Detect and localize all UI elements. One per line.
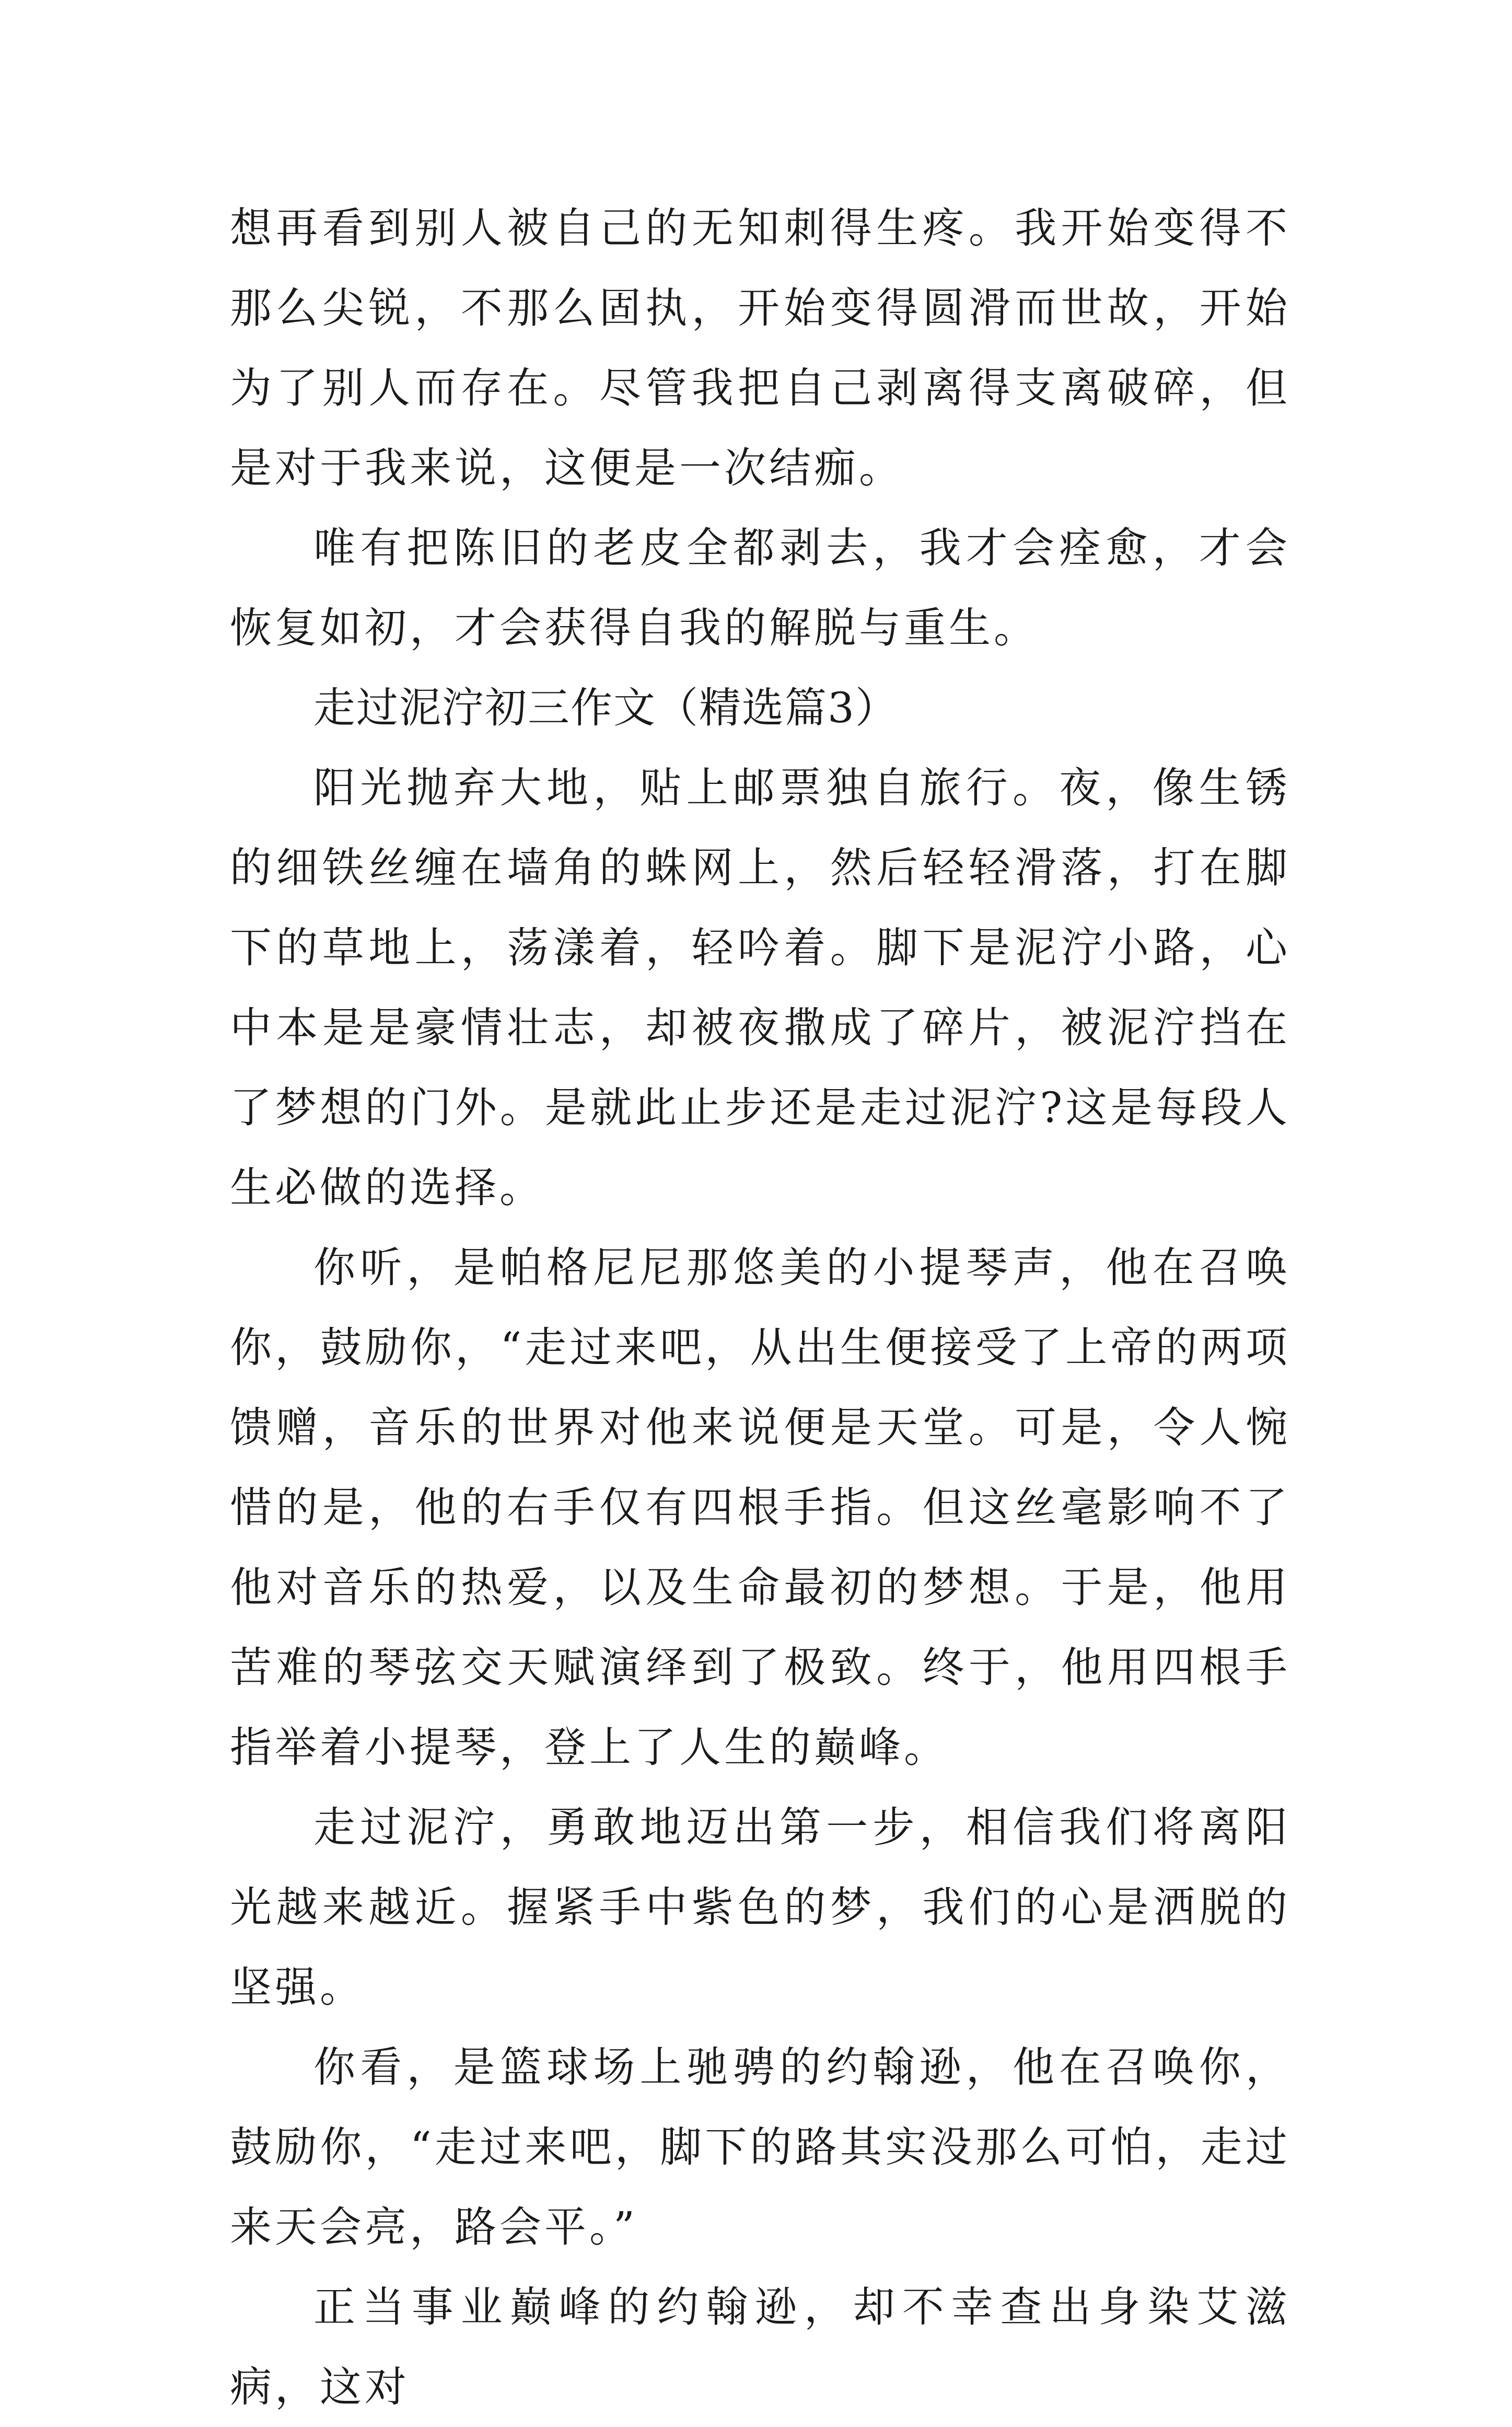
- section-heading: 走过泥泞初三作文（精选篇3）: [313, 684, 898, 732]
- paragraph: 正当事业巅峰的约翰逊，却不幸查出身染艾滋病，这对: [230, 2283, 1290, 2411]
- paragraph: 阳光抛弃大地，贴上邮票独自旅行。夜，像生锈的细铁丝缠在墙角的蛛网上，然后轻轻滑落，打在脚下的草地上，荡漾着，轻吟着。脚下是泥泞小路，心中本是是豪情壮志，却被夜撒成了碎片，被泥泞挡在了梦想的门外。是就此止步还是走过泥泞?这是每段人生必做的选择。: [230, 764, 1290, 1212]
- paragraph: 唯有把陈旧的老皮全都剥去，我才会痊愈，才会恢复如初，才会获得自我的解脱与重生。: [230, 524, 1290, 652]
- paragraph: 你听，是帕格尼尼那悠美的小提琴声，他在召唤你，鼓励你，“走过来吧，从出生便接受了上帝的两项馈赠，音乐的世界对他来说便是天堂。可是，令人惋惜的是，他的右手仅有四根手指。但这丝毫影响不了他对音乐的热爱，以及生命最初的梦想。于是，他用苦难的琴弦交天赋演绎到了极致。终于，他用四根手指举着小提琴，登上了人生的巅峰。: [230, 1243, 1290, 1772]
- paragraph: 走过泥泞，勇敢地迈出第一步，相信我们将离阳光越来越近。握紧手中紫色的梦，我们的心是洒脱的坚强。: [230, 1803, 1290, 2012]
- article-body: [230, 188, 1290, 2427]
- paragraph: 你看，是篮球场上驰骋的约翰逊，他在召唤你，鼓励你，“走过来吧，脚下的路其实没那么可怕，走过来天会亮，路会平。”: [230, 2043, 1290, 2251]
- paragraph-continuation: 想再看到别人被自己的无知刺得生疼。我开始变得不那么尖锐，不那么固执，开始变得圆滑而世故，开始为了别人而存在。尽管我把自己剥离得支离破碎，但是对于我来说，这便是一次结痂。: [230, 204, 1290, 492]
